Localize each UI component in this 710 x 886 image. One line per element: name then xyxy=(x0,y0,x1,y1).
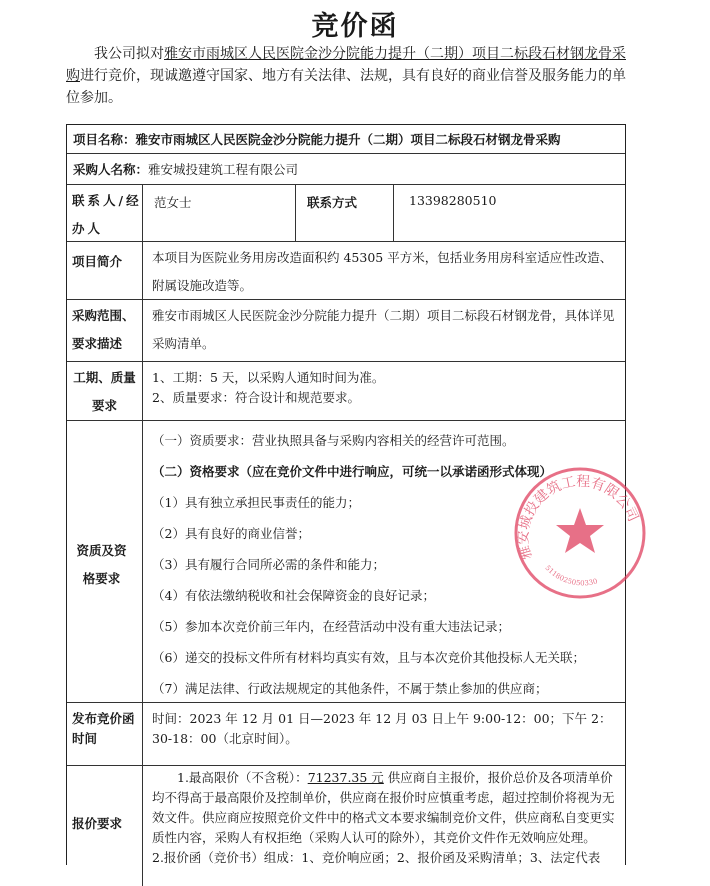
row-scope xyxy=(67,300,625,362)
company-seal xyxy=(510,463,650,603)
seal-star-icon xyxy=(556,508,604,553)
qual-item: （7）满足法律、行政法规规定的其他条件，不属于禁止参加的供应商； xyxy=(152,681,548,696)
row-project-name xyxy=(67,125,625,154)
qual-item: （4）有依法缴纳税收和社会保障资金的良好记录； xyxy=(152,588,435,603)
seal-text: 雅安城投建筑工程有限公司 xyxy=(515,473,642,562)
seal-number: 5118025050330 xyxy=(543,563,599,588)
qual-item: （3）具有履行合同所必需的条件和能力； xyxy=(152,557,385,572)
qual-item: （5）参加本次竞价前三年内，在经营活动中没有重大违法记录； xyxy=(152,619,510,634)
qual-item: （2）具有良好的商业信誉； xyxy=(152,526,310,541)
qualification-label: 资质及资格要求 xyxy=(67,421,143,702)
phone-value: 13398280510 xyxy=(409,193,497,208)
purchaser-label: 采购人名称： xyxy=(73,162,149,177)
row-summary xyxy=(67,242,625,300)
intro-paragraph xyxy=(66,43,630,109)
quote-max-price: 71237.35 元 xyxy=(307,770,384,785)
period-label: 工期、质量要求 xyxy=(67,362,143,420)
publish-value: 时间：2023 年 12 月 01 日—2023 年 12 月 03 日上午 9:00-12：00；下午 2：30-18：00（北京时间）。 xyxy=(152,711,612,746)
quote-rest: 供应商自主报价，报价总价及各项清单价均不得高于最高限价及控制单价，供应商在报价时应慎重考虑，超过控制价将视为无效文件。供应商应按照竞价文件中的格式文本要求编制竞价文件，供应商私自变更实质性内容，采购人有权拒绝（采购人认可的除外），其竞价文件作无效响应处理。 xyxy=(152,770,615,845)
quote-value xyxy=(144,766,625,886)
qual-item: （二）资格要求（应在竞价文件中进行响应，可统一以承诺函形式体现） xyxy=(152,464,553,479)
summary-value: 本项目为医院业务用房改造面积约 45305 平方米，包括业务用房科室适应性改造、附属设施改造等。 xyxy=(152,250,613,293)
quote-item-2: 2.报价函（竞价书）组成：1、竞价响应函；2、报价函及采购清单；3、法定代表 xyxy=(152,850,601,865)
publish-label: 发布竞价函时间 xyxy=(67,703,143,765)
phone-label: 联系方式 xyxy=(297,185,394,241)
scope-value: 雅安市雨城区人民医院金沙分院能力提升（二期）项目二标段石材钢龙骨，具体详见采购清单。 xyxy=(152,308,615,351)
qual-item: （6）递交的投标文件所有材料均真实有效，且与本次竞价其他投标人无关联； xyxy=(152,650,585,665)
period-value xyxy=(144,362,625,420)
row-period xyxy=(67,362,625,421)
period-line: 1、工期：5 天，以采购人通知时间为准。 xyxy=(152,370,385,385)
qual-item: （一）资质要求：营业执照具备与采购内容相关的经营许可范围。 xyxy=(152,433,515,448)
purchaser-cell xyxy=(67,154,625,184)
qual-item: （1）具有独立承担民事责任的能力； xyxy=(152,495,360,510)
row-publish-time xyxy=(67,703,625,766)
intro-suffix: 进行竞价，现诚邀遵守国家、地方有关法律、法规，具有良好的商业信誉及服务能力的单位参加。 xyxy=(66,68,626,106)
purchaser-value: 雅安城投建筑工程有限公司 xyxy=(148,162,299,177)
scope-label: 采购范围、要求描述 xyxy=(67,300,143,361)
summary-label: 项目简介 xyxy=(67,242,143,299)
row-contact xyxy=(67,185,625,242)
contact-value: 范女士 xyxy=(144,185,296,241)
row-quote xyxy=(67,766,625,886)
intro-prefix: 我公司拟对 xyxy=(94,46,164,62)
quality-line: 2、质量要求：符合设计和规范要求。 xyxy=(152,390,360,405)
project-name: 项目名称：雅安市雨城区人民医院金沙分院能力提升（二期）项目二标段石材钢龙骨采购 xyxy=(73,132,561,147)
quote-label: 报价要求 xyxy=(67,766,143,886)
document-title: 竞价函 xyxy=(311,11,399,42)
row-purchaser xyxy=(67,154,625,185)
intro-project-name: 雅安市雨城区人民医院金沙分院能力提升（二期）项目二标段石材钢龙骨采购 xyxy=(66,46,626,84)
contact-label: 联系人/经办人 xyxy=(67,185,143,241)
quote-prefix: 1.最高限价（不含税）： xyxy=(177,770,308,785)
